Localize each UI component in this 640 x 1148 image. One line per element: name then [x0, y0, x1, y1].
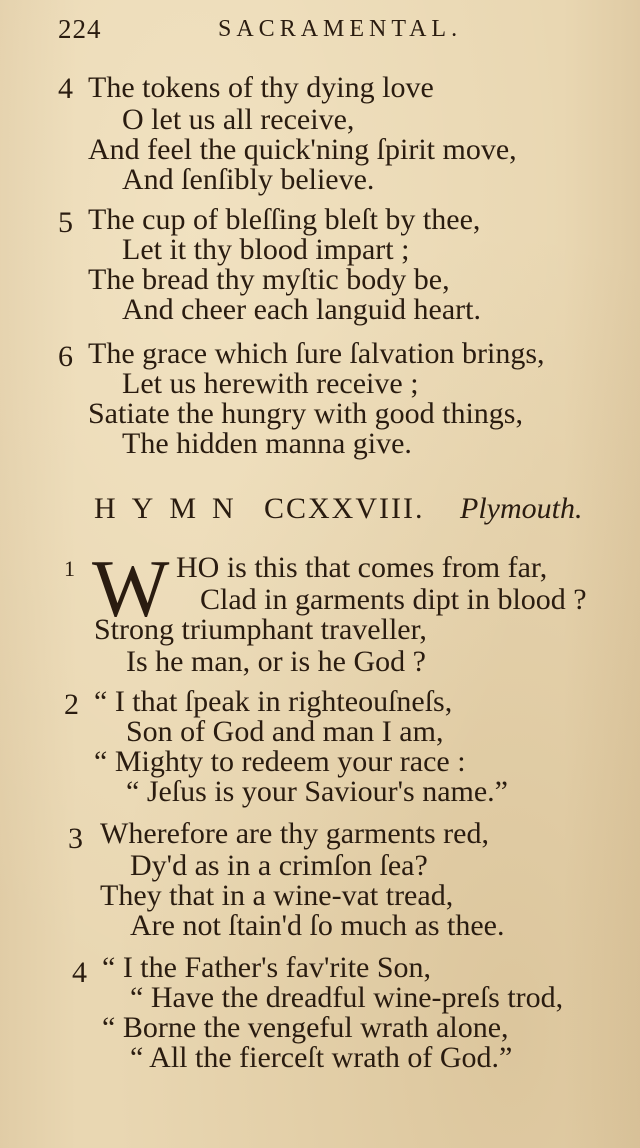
page-number: 224: [58, 14, 102, 44]
verse-line: And ſenſibly believe.: [122, 163, 375, 196]
verse-line: Let us herewith receive ;: [122, 367, 419, 400]
verse-number: 1: [64, 556, 75, 581]
verse-line: HO is this that comes from far,: [176, 551, 548, 584]
verse-line: Let it thy blood impart ;: [122, 233, 410, 266]
verse-number: 6: [58, 340, 73, 373]
verse-line: The bread thy myſtic body be,: [88, 263, 450, 296]
verse-line: Wherefore are thy garments red,: [100, 817, 489, 850]
verse-line: “ All the fierceſt wrath of God.”: [130, 1041, 513, 1074]
verse-line: Satiate the hungry with good things,: [88, 397, 523, 430]
verse-line: “ Mighty to redeem your race :: [94, 745, 466, 778]
verse-line: Is he man, or is he God ?: [126, 645, 426, 678]
verse-line: “ Jeſus is your Saviour's name.”: [126, 775, 509, 808]
verse-line: Clad in garments dipt in blood ?: [200, 583, 587, 616]
verse-line: The cup of bleſſing bleſt by thee,: [88, 203, 481, 236]
verse-line: Son of God and man I am,: [126, 715, 444, 748]
verse-number: 4: [58, 72, 73, 105]
verse-line: The grace which ſure ſalvation brings,: [88, 337, 545, 370]
tune-name: Plymouth.: [460, 492, 583, 525]
verse-line: Strong triumphant traveller,: [94, 613, 427, 646]
hymn-label: HYMN: [94, 492, 250, 525]
verse-number: 2: [64, 688, 79, 721]
verse-number: 5: [58, 206, 73, 239]
verse-line: And cheer each languid heart.: [122, 293, 481, 326]
drop-cap: W: [92, 543, 170, 634]
verse-line: The hidden manna give.: [122, 427, 412, 460]
verse-number: 3: [68, 822, 83, 855]
verse-line: “ Borne the vengeful wrath alone,: [102, 1011, 509, 1044]
verse-line: O let us all receive,: [122, 103, 355, 136]
verse-line: And feel the quick'ning ſpirit move,: [88, 133, 517, 166]
verse-line: Dy'd as in a crimſon ſea?: [130, 849, 428, 882]
verse-line: “ I the Father's fav'rite Son,: [102, 951, 432, 984]
verse-line: Are not ſtain'd ſo much as thee.: [130, 909, 505, 942]
hymn-number: CCXXVIII.: [264, 492, 425, 525]
verse-number: 4: [72, 956, 87, 989]
verse-line: The tokens of thy dying love: [88, 71, 434, 104]
hymn-heading: [94, 492, 583, 532]
running-head: SACRAMENTAL.: [218, 16, 463, 42]
page-header: [58, 14, 558, 50]
verse-line: They that in a wine-vat tread,: [100, 879, 454, 912]
verse-line: “ Have the dreadful wine-preſs trod,: [130, 981, 564, 1014]
verse-line: “ I that ſpeak in righteouſneſs,: [94, 685, 453, 718]
